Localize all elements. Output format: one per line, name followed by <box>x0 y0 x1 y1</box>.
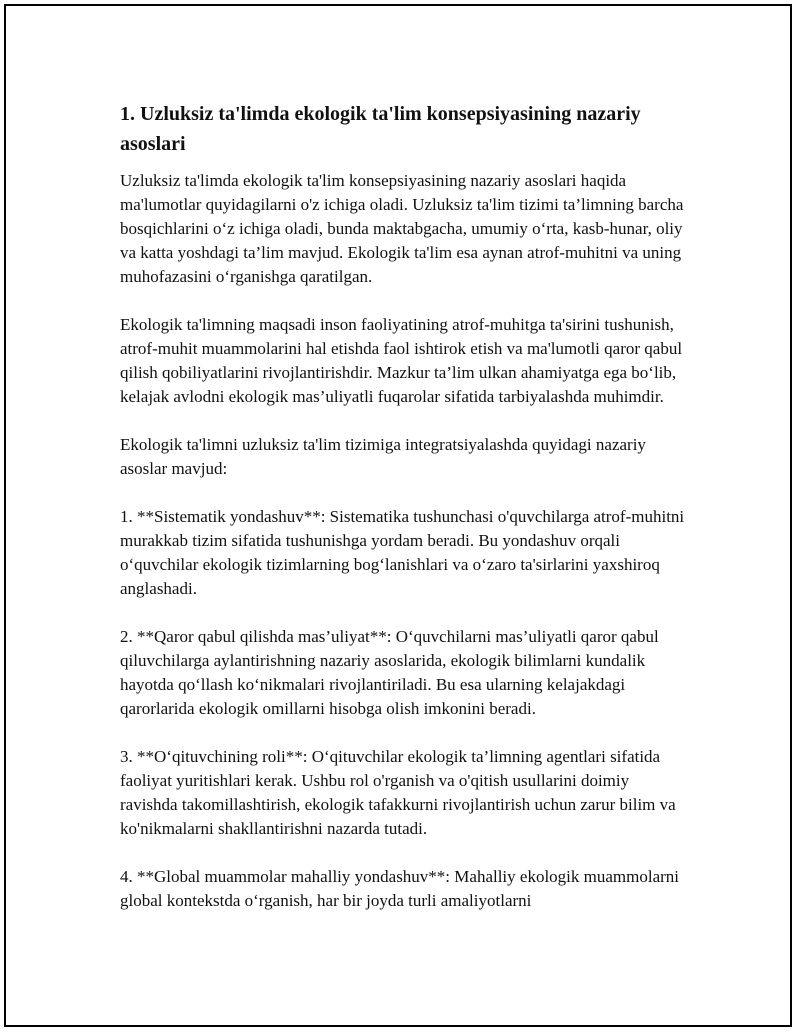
paragraph-purpose: Ekologik ta'limning maqsadi inson faoliyatining atrof-muhitga ta'sirini tushunish, atrof-muhit muammolarini hal etishda faol ishtirok etish va ma'lumotli qaror qabul qilish qobiliyatlarini rivojlantirishdir. Mazkur ta’lim ulkan ahamiyatga ega bo‘lib, kelajak avlodni ekologik mas’uliyatli fuqarolar sifatida tarbiyalashda muhimdir. <box>120 315 683 406</box>
section-heading: 1. Uzluksiz ta'limda ekologik ta'lim konsepsiyasining nazariy asoslari <box>120 103 641 155</box>
list-item-systematic-approach: 1. **Sistematik yondashuv**: Sistematika tushunchasi o'quvchilarga atrof-muhitni murakkab tizim sifatida tushunishga yordam beradi. Bu yondashuv orqali o‘quvchilar ekologik tizimlarning bog‘lanishlari va o‘zaro ta'sirlarini yaxshiroq anglashadi. <box>120 507 685 598</box>
document-page <box>4 4 792 1027</box>
document-body <box>120 99 685 937</box>
paragraph-lead-in: Ekologik ta'limni uzluksiz ta'lim tizimiga integratsiyalashda quyidagi nazariy asoslar mavjud: <box>120 435 646 478</box>
list-item-teacher-role: 3. **O‘qituvchining roli**: O‘qituvchilar ekologik ta’limning agentlari sifatida faoliyat yuritishlari kerak. Ushbu rol o'rganish va o'qitish usullarini doimiy ravishda takomillashtirish, ekologik tafakkurni rivojlantirish uchun zarur bilim va ko'nikmalarni shakllantirishni nazarda tutadi. <box>120 747 676 838</box>
list-item-global-local-approach: 4. **Global muammolar mahalliy yondashuv**: Mahalliy ekologik muammolarni global kontekstda o‘rganish, har bir joyda turli amaliyotlarni <box>120 867 680 910</box>
list-item-decision-responsibility: 2. **Qaror qabul qilishda mas’uliyat**: O‘quvchilarni mas’uliyatli qaror qabul qiluvchilarga aylantirishning nazariy asoslarida, ekologik bilimlarni kundalik hayotda qo‘llash ko‘nikmalari rivojlantiriladi. Bu esa ularning kelajakdagi qarorlarida ekologik omillarni hisobga olish imkonini beradi. <box>120 627 659 718</box>
paragraph-intro: Uzluksiz ta'limda ekologik ta'lim konsepsiyasining nazariy asoslari haqida ma'lumotlar quyidagilarni o'z ichiga oladi. Uzluksiz ta'lim tizimi ta’limning barcha bosqichlarini o‘z ichiga oladi, bunda maktabgacha, umumiy o‘rta, kasb-hunar, oliy va katta yoshdagi ta’lim mavjud. Ekologik ta'lim esa aynan atrof-muhitni va uning muhofazasini o‘rganishga qaratilgan. <box>120 171 684 286</box>
